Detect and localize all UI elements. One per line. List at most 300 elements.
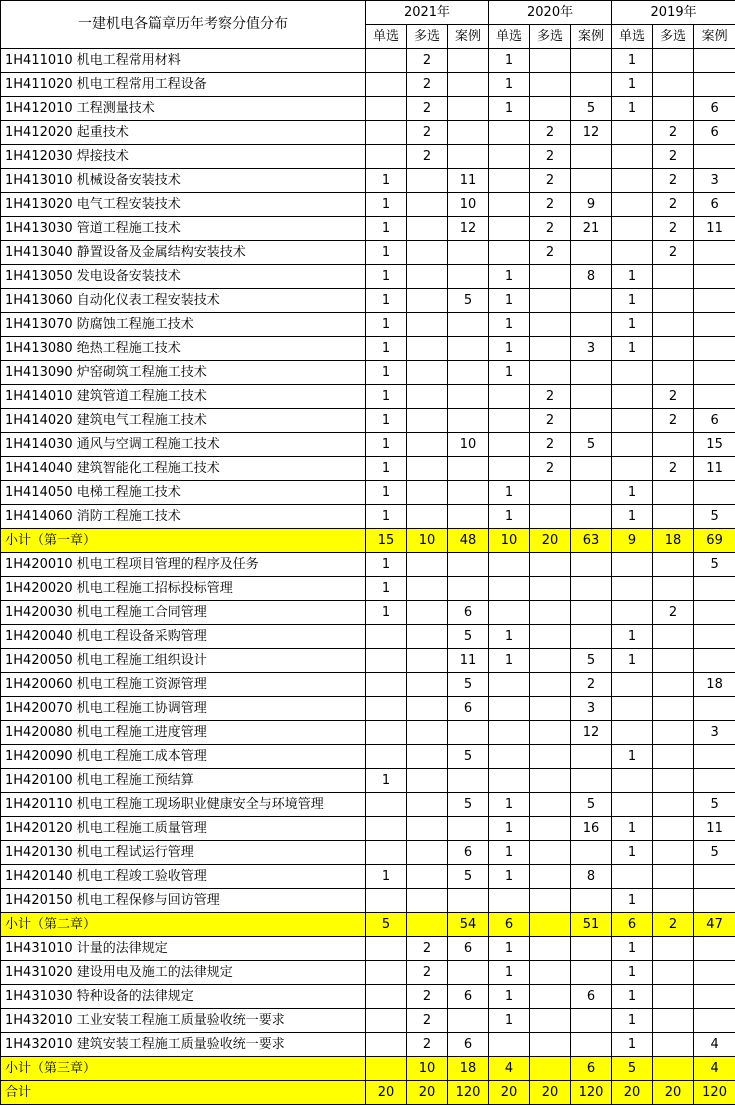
score-cell	[448, 769, 489, 793]
score-cell: 1	[366, 193, 407, 217]
score-cell	[530, 97, 571, 121]
table-row	[1, 889, 735, 913]
score-cell: 2	[653, 145, 694, 169]
score-cell: 1	[489, 337, 530, 361]
score-cell: 8	[571, 265, 612, 289]
score-cell: 1	[489, 817, 530, 841]
score-cell: 1	[366, 289, 407, 313]
score-cell	[571, 481, 612, 505]
score-cell	[366, 49, 407, 73]
score-cell: 2	[653, 385, 694, 409]
table-row	[1, 673, 735, 697]
score-cell: 2	[530, 457, 571, 481]
score-cell: 1	[366, 553, 407, 577]
table-row	[1, 793, 735, 817]
score-cell	[571, 553, 612, 577]
score-cell: 63	[571, 529, 612, 553]
score-cell	[571, 577, 612, 601]
score-cell	[530, 649, 571, 673]
score-cell: 15	[694, 433, 735, 457]
score-cell: 1	[489, 865, 530, 889]
score-cell	[694, 745, 735, 769]
score-cell: 2	[407, 1009, 448, 1033]
score-cell	[366, 673, 407, 697]
score-cell: 1	[366, 337, 407, 361]
table-row	[1, 169, 735, 193]
score-cell: 5	[694, 553, 735, 577]
table-row	[1, 193, 735, 217]
score-cell	[694, 73, 735, 97]
score-cell	[530, 721, 571, 745]
score-cell	[407, 601, 448, 625]
score-cell	[407, 433, 448, 457]
score-cell	[694, 361, 735, 385]
score-cell	[448, 385, 489, 409]
score-cell: 54	[448, 913, 489, 937]
score-cell	[571, 361, 612, 385]
score-cell	[366, 793, 407, 817]
score-cell	[653, 673, 694, 697]
score-cell	[407, 721, 448, 745]
score-cell	[407, 673, 448, 697]
score-cell	[612, 121, 653, 145]
score-cell: 2	[571, 673, 612, 697]
score-cell	[653, 625, 694, 649]
type-header-case: 案例	[571, 25, 612, 49]
type-header-multi: 多选	[653, 25, 694, 49]
score-cell	[612, 865, 653, 889]
score-cell: 8	[571, 865, 612, 889]
score-cell	[407, 313, 448, 337]
score-cell: 1	[612, 49, 653, 73]
score-cell	[407, 553, 448, 577]
score-cell	[694, 265, 735, 289]
score-cell: 20	[653, 1081, 694, 1105]
score-cell: 20	[530, 529, 571, 553]
score-cell	[366, 1009, 407, 1033]
score-cell: 9	[571, 193, 612, 217]
score-cell	[530, 961, 571, 985]
score-cell	[448, 97, 489, 121]
score-cell	[407, 169, 448, 193]
score-cell: 6	[694, 97, 735, 121]
score-cell	[407, 649, 448, 673]
score-cell	[612, 793, 653, 817]
score-cell: 2	[653, 457, 694, 481]
score-cell: 1	[489, 49, 530, 73]
score-cell	[489, 409, 530, 433]
score-cell	[407, 337, 448, 361]
score-cell: 1	[366, 433, 407, 457]
score-cell: 1	[489, 265, 530, 289]
score-cell: 2	[407, 73, 448, 97]
score-cell: 10	[407, 1057, 448, 1081]
score-cell: 1	[612, 481, 653, 505]
score-cell: 1	[366, 265, 407, 289]
row-label: 1H420010 机电工程项目管理的程序及任务	[1, 553, 366, 577]
score-cell: 6	[694, 409, 735, 433]
score-cell	[694, 385, 735, 409]
table-row	[1, 577, 735, 601]
score-cell	[653, 337, 694, 361]
table-row	[1, 241, 735, 265]
table-row	[1, 409, 735, 433]
score-cell: 1	[612, 337, 653, 361]
score-cell	[366, 145, 407, 169]
row-label: 1H413040 静置设备及金属结构安装技术	[1, 241, 366, 265]
score-cell: 5	[448, 745, 489, 769]
score-cell	[612, 169, 653, 193]
score-cell: 6	[612, 913, 653, 937]
score-cell	[530, 889, 571, 913]
score-cell	[489, 433, 530, 457]
score-cell	[530, 73, 571, 97]
score-cell: 1	[612, 289, 653, 313]
score-cell	[653, 1057, 694, 1081]
row-label: 1H431030 特种设备的法律规定	[1, 985, 366, 1009]
score-cell: 5	[448, 865, 489, 889]
score-cell: 120	[571, 1081, 612, 1105]
score-cell	[448, 409, 489, 433]
score-cell	[530, 313, 571, 337]
score-cell	[530, 697, 571, 721]
score-cell: 2	[653, 169, 694, 193]
score-cell: 1	[366, 457, 407, 481]
score-cell	[530, 1033, 571, 1057]
table-row	[1, 769, 735, 793]
score-cell: 5	[694, 505, 735, 529]
score-cell	[653, 817, 694, 841]
score-cell	[653, 73, 694, 97]
score-cell	[653, 289, 694, 313]
score-cell: 6	[448, 601, 489, 625]
score-cell: 1	[612, 1009, 653, 1033]
score-cell: 18	[448, 1057, 489, 1081]
score-cell	[366, 841, 407, 865]
score-cell: 1	[612, 1033, 653, 1057]
score-cell	[407, 625, 448, 649]
table-row	[1, 985, 735, 1009]
score-cell	[612, 697, 653, 721]
score-cell	[366, 121, 407, 145]
score-cell: 1	[612, 649, 653, 673]
score-cell: 20	[530, 1081, 571, 1105]
table-header	[1, 1, 735, 49]
table-row	[1, 289, 735, 313]
score-cell: 1	[489, 961, 530, 985]
score-cell	[612, 577, 653, 601]
score-cell: 11	[694, 457, 735, 481]
score-cell	[366, 697, 407, 721]
score-cell: 5	[694, 841, 735, 865]
type-header-case: 案例	[448, 25, 489, 49]
row-label: 1H414060 消防工程施工技术	[1, 505, 366, 529]
score-cell	[653, 553, 694, 577]
score-cell: 2	[530, 145, 571, 169]
score-cell: 5	[571, 97, 612, 121]
score-cell	[407, 769, 448, 793]
score-cell	[571, 937, 612, 961]
score-cell: 12	[448, 217, 489, 241]
score-cell: 1	[489, 625, 530, 649]
score-cell	[489, 889, 530, 913]
score-cell: 5	[448, 673, 489, 697]
score-cell	[612, 193, 653, 217]
table-row	[1, 745, 735, 769]
score-cell	[489, 745, 530, 769]
score-cell: 10	[407, 529, 448, 553]
score-cell: 6	[448, 937, 489, 961]
type-header-case: 案例	[694, 25, 735, 49]
score-cell: 2	[407, 145, 448, 169]
row-label: 1H413010 机械设备安装技术	[1, 169, 366, 193]
table-row	[1, 601, 735, 625]
score-cell	[530, 625, 571, 649]
score-cell: 1	[489, 73, 530, 97]
table-row	[1, 721, 735, 745]
score-cell: 1	[612, 745, 653, 769]
score-cell	[612, 217, 653, 241]
score-cell	[530, 1057, 571, 1081]
score-cell	[530, 553, 571, 577]
score-cell	[530, 769, 571, 793]
score-cell	[571, 745, 612, 769]
row-label: 1H413060 自动化仪表工程安装技术	[1, 289, 366, 313]
score-cell: 5	[612, 1057, 653, 1081]
score-cell: 1	[366, 601, 407, 625]
score-cell: 47	[694, 913, 735, 937]
score-cell	[612, 769, 653, 793]
score-cell	[653, 721, 694, 745]
row-label: 1H414020 建筑电气工程施工技术	[1, 409, 366, 433]
row-label: 1H420020 机电工程施工招标投标管理	[1, 577, 366, 601]
score-cell	[407, 217, 448, 241]
row-label: 1H414010 建筑管道工程施工技术	[1, 385, 366, 409]
score-cell: 1	[366, 385, 407, 409]
score-cell	[448, 313, 489, 337]
score-cell	[407, 481, 448, 505]
row-label: 1H420070 机电工程施工协调管理	[1, 697, 366, 721]
score-cell	[571, 313, 612, 337]
score-cell: 5	[694, 793, 735, 817]
score-cell: 1	[366, 865, 407, 889]
score-cell	[694, 1009, 735, 1033]
table-title: 一建机电各篇章历年考察分值分布	[1, 1, 366, 49]
score-cell: 1	[489, 313, 530, 337]
score-cell: 1	[612, 961, 653, 985]
score-cell: 18	[694, 673, 735, 697]
row-label: 1H413080 绝热工程施工技术	[1, 337, 366, 361]
score-cell: 1	[612, 313, 653, 337]
score-cell: 1	[489, 97, 530, 121]
score-cell: 1	[366, 241, 407, 265]
score-cell	[571, 961, 612, 985]
score-cell	[407, 289, 448, 313]
score-cell: 1	[612, 73, 653, 97]
table-row	[1, 841, 735, 865]
score-cell	[571, 409, 612, 433]
score-cell	[694, 289, 735, 313]
score-cell	[571, 841, 612, 865]
score-cell	[407, 577, 448, 601]
score-cell: 1	[366, 577, 407, 601]
table-row	[1, 1033, 735, 1057]
score-cell	[571, 169, 612, 193]
score-cell: 6	[448, 985, 489, 1009]
score-cell: 1	[612, 817, 653, 841]
score-cell: 5	[571, 649, 612, 673]
row-label: 1H420120 机电工程施工质量管理	[1, 817, 366, 841]
score-cell	[530, 937, 571, 961]
score-cell	[694, 313, 735, 337]
score-cell: 120	[694, 1081, 735, 1105]
score-cell: 12	[571, 721, 612, 745]
score-cell: 2	[530, 409, 571, 433]
score-cell: 6	[489, 913, 530, 937]
score-cell: 1	[366, 769, 407, 793]
score-cell	[571, 385, 612, 409]
score-cell: 2	[407, 1033, 448, 1057]
type-header-single: 单选	[366, 25, 407, 49]
score-cell	[448, 145, 489, 169]
score-cell	[448, 817, 489, 841]
score-cell	[489, 193, 530, 217]
score-cell	[366, 817, 407, 841]
table-row	[1, 697, 735, 721]
row-label: 1H412030 焊接技术	[1, 145, 366, 169]
score-cell: 3	[571, 697, 612, 721]
score-cell: 48	[448, 529, 489, 553]
score-cell	[571, 769, 612, 793]
score-cell: 12	[571, 121, 612, 145]
score-cell	[653, 313, 694, 337]
score-cell	[448, 337, 489, 361]
row-label: 1H420100 机电工程施工预结算	[1, 769, 366, 793]
score-cell: 2	[653, 601, 694, 625]
row-label: 小计（第一章）	[1, 529, 366, 553]
score-cell: 11	[694, 817, 735, 841]
score-cell	[489, 577, 530, 601]
score-cell	[448, 961, 489, 985]
row-label: 1H431010 计量的法律规定	[1, 937, 366, 961]
score-cell	[612, 385, 653, 409]
score-cell: 1	[489, 361, 530, 385]
score-cell: 2	[530, 193, 571, 217]
score-cell: 4	[489, 1057, 530, 1081]
score-cell	[366, 889, 407, 913]
score-cell	[653, 769, 694, 793]
row-label: 1H432010 工业安装工程施工质量验收统一要求	[1, 1009, 366, 1033]
subtotal-row	[1, 913, 735, 937]
score-cell	[694, 601, 735, 625]
score-cell	[407, 361, 448, 385]
score-cell	[407, 913, 448, 937]
score-cell	[571, 625, 612, 649]
score-cell: 1	[612, 889, 653, 913]
score-cell: 2	[530, 217, 571, 241]
score-cell	[407, 889, 448, 913]
row-label: 1H411010 机电工程常用材料	[1, 49, 366, 73]
score-cell: 1	[489, 505, 530, 529]
score-cell: 2	[530, 121, 571, 145]
score-cell	[530, 673, 571, 697]
row-label: 1H412010 工程测量技术	[1, 97, 366, 121]
table-row	[1, 1009, 735, 1033]
score-cell	[571, 241, 612, 265]
score-cell	[489, 457, 530, 481]
score-cell	[530, 913, 571, 937]
score-cell: 6	[694, 193, 735, 217]
score-cell	[653, 985, 694, 1009]
score-cell: 15	[366, 529, 407, 553]
score-cell	[530, 1009, 571, 1033]
score-cell	[407, 505, 448, 529]
score-cell	[448, 505, 489, 529]
score-cell	[694, 337, 735, 361]
score-cell	[571, 73, 612, 97]
table-row	[1, 337, 735, 361]
table-row	[1, 649, 735, 673]
score-cell	[366, 985, 407, 1009]
score-cell: 5	[448, 289, 489, 313]
score-cell	[612, 457, 653, 481]
score-cell: 1	[612, 505, 653, 529]
score-cell	[653, 1009, 694, 1033]
score-cell	[653, 505, 694, 529]
row-label: 1H413050 发电设备安装技术	[1, 265, 366, 289]
score-cell: 3	[571, 337, 612, 361]
score-cell: 1	[489, 289, 530, 313]
score-cell: 6	[448, 1033, 489, 1057]
score-cell	[366, 1033, 407, 1057]
table-row	[1, 961, 735, 985]
score-cell	[530, 793, 571, 817]
score-cell	[407, 265, 448, 289]
score-cell	[694, 889, 735, 913]
score-cell: 6	[694, 121, 735, 145]
score-cell: 2	[653, 193, 694, 217]
table-row	[1, 361, 735, 385]
score-cell	[694, 145, 735, 169]
score-cell	[489, 673, 530, 697]
score-cell	[366, 745, 407, 769]
type-header-multi: 多选	[407, 25, 448, 49]
score-cell: 1	[366, 505, 407, 529]
row-label: 1H420090 机电工程施工成本管理	[1, 745, 366, 769]
score-cell	[489, 1033, 530, 1057]
score-cell: 2	[653, 241, 694, 265]
table-row	[1, 97, 735, 121]
score-cell	[612, 145, 653, 169]
score-cell	[366, 1057, 407, 1081]
score-cell	[571, 889, 612, 913]
score-cell	[448, 481, 489, 505]
row-label: 1H420130 机电工程试运行管理	[1, 841, 366, 865]
score-cell: 20	[489, 1081, 530, 1105]
table-body	[1, 49, 735, 1105]
table-row	[1, 505, 735, 529]
score-cell	[489, 769, 530, 793]
score-cell: 5	[448, 625, 489, 649]
year-header-2020: 2020年	[489, 1, 612, 25]
row-label: 1H420140 机电工程竣工验收管理	[1, 865, 366, 889]
row-label: 小计（第三章）	[1, 1057, 366, 1081]
score-cell: 3	[694, 169, 735, 193]
row-label: 1H413090 炉窑砌筑工程施工技术	[1, 361, 366, 385]
score-cell	[694, 649, 735, 673]
score-cell	[571, 457, 612, 481]
score-cell	[448, 577, 489, 601]
